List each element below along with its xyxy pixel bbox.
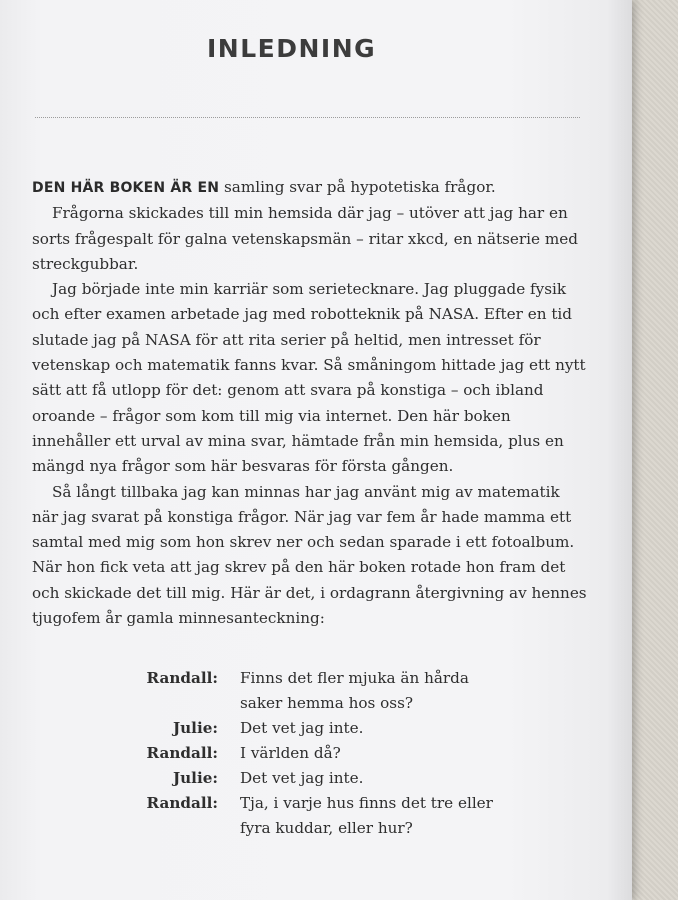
dialogue-line: [120, 716, 520, 741]
dialogue-line: [120, 766, 520, 791]
dialogue-text: Finns det fler mjuka än hårda saker hemma hos oss?: [240, 669, 469, 712]
speaker: Randall:: [146, 794, 218, 812]
speaker: Julie:: [172, 719, 218, 737]
chapter-heading: INLEDNING: [207, 34, 377, 63]
body-text: [32, 175, 588, 631]
dotted-divider: [35, 117, 580, 118]
speaker: Julie:: [172, 769, 218, 787]
dialogue-line: [120, 741, 520, 766]
paragraph: Så långt tillbaka jag kan minnas har jag använt mig av matematik när jag svarat på konstiga frågor. När jag var fem år hade mamma ett samtal med mig som hon skrev ner och sedan sparade i ett fotoalbum. När hon fick veta att jag skrev på den här boken rotade hon fram det och skickade det till mig. Här är det, i ordagrann återgivning av hennes tjugofem år gamla minnesanteckning:: [32, 482, 587, 628]
dialogue-text: I världen då?: [240, 744, 341, 762]
lead-in-caps: DEN HÄR BOKEN ÄR EN: [32, 180, 220, 196]
speaker: Randall:: [146, 744, 218, 762]
dialogue-text: Tja, i varje hus finns det tre eller fyra kuddar, eller hur?: [240, 794, 493, 837]
paragraph: [32, 175, 588, 201]
dialogue-line: [120, 791, 520, 841]
dialogue-line: [120, 666, 520, 716]
dialogue-text: Det vet jag inte.: [240, 769, 364, 787]
dialogue: [120, 666, 520, 841]
paragraph: Frågorna skickades till min hemsida där jag – utöver att jag har en sorts frågespalt för galna vetenskapsmän – ritar xkcd, en nätserie med streckgubbar.: [32, 204, 578, 273]
paragraph-text: samling svar på hypotetiska frågor.: [219, 178, 496, 196]
speaker: Randall:: [146, 669, 218, 687]
paragraph: Jag började inte min karriär som serietecknare. Jag pluggade fysik och efter examen arbetade jag med robotteknik på NASA. Efter en tid slutade jag på NASA för att rita serier på heltid, men intresset för vetenskap och matematik fanns kvar. Så småningom hittade jag ett nytt sätt att få utlopp för det: genom att svara på konstiga – och ibland oroande – frågor som kom till mig via internet. Den här boken innehåller ett urval av mina svar, hämtade från min hemsida, plus en mängd nya frågor som här besvaras för första gången.: [32, 280, 586, 476]
dialogue-text: Det vet jag inte.: [240, 719, 364, 737]
